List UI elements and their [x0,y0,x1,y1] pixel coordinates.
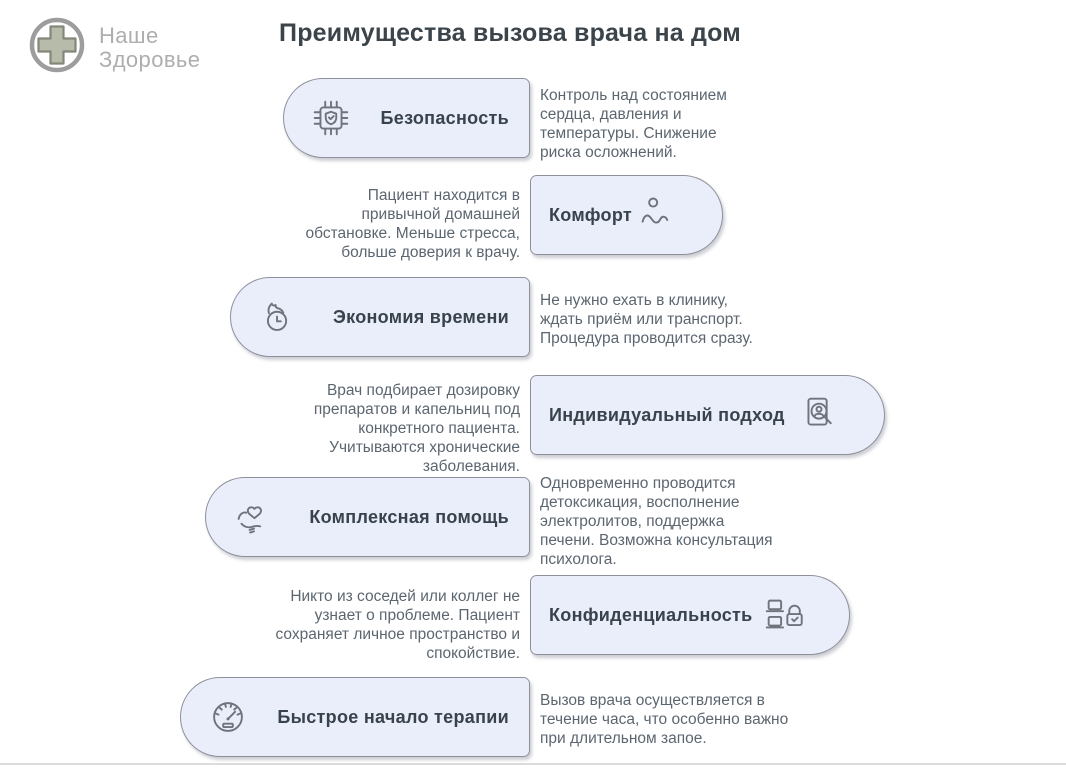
benefit-description: Пациент находится в привычной домашней обстановке. Меньше стресса, больше доверия к врачу. [305,187,520,261]
hands-heart-icon [230,494,276,540]
benefit-description: Никто из соседей или коллег не узнает о проблеме. Пациент сохраняет личное пространство и спокойствие. [275,588,520,662]
burning-clock-icon [255,294,301,340]
benefit-card [530,375,885,455]
benefit-title: Конфиденциальность [549,604,753,625]
benefit-description: Врач подбирает дозировку препаратов и капельниц под конкретного пациента. Учитываются хронические заболевания. [313,382,520,475]
logo-text-line1: Наше [99,23,159,49]
logo-text-line2: Здоровье [99,46,201,72]
benefit-description: Вызов врача осуществляется в течение часа, что особенно важно при длительном запое. [540,692,789,747]
benefit-title: Экономия времени [333,306,509,327]
relaxing-person-icon [634,192,680,238]
benefit-description: Контроль над состоянием сердца, давления и температуры. Снижение риска осложнений. [540,87,727,161]
page-title: Преимущества вызова врача на дом [279,19,741,47]
bottom-divider [0,763,1066,765]
benefit-card [530,575,850,655]
devices-lock-icon [761,592,807,638]
benefit-card [230,277,530,357]
benefit-title: Комплексная помощь [309,506,509,527]
benefit-title: Безопасность [380,107,509,128]
benefit-description: Не нужно ехать в клинику, ждать приём или транспорт. Процедура проводится сразу. [540,292,753,347]
benefit-title: Комфорт [549,204,633,225]
benefit-card [530,175,723,255]
benefit-title: Индивидуальный подход [549,404,785,425]
benefit-card [180,677,530,757]
speedometer-icon [205,694,251,740]
chip-shield-icon [308,95,354,141]
benefit-card [283,78,530,158]
patient-record-search-icon [796,392,842,438]
benefit-description: Одновременно проводится детоксикация, восполнение электролитов, поддержка печени. Возможна консультация психолога. [540,475,773,568]
benefit-card [205,477,530,557]
benefit-title: Быстрое начало терапии [277,706,509,727]
